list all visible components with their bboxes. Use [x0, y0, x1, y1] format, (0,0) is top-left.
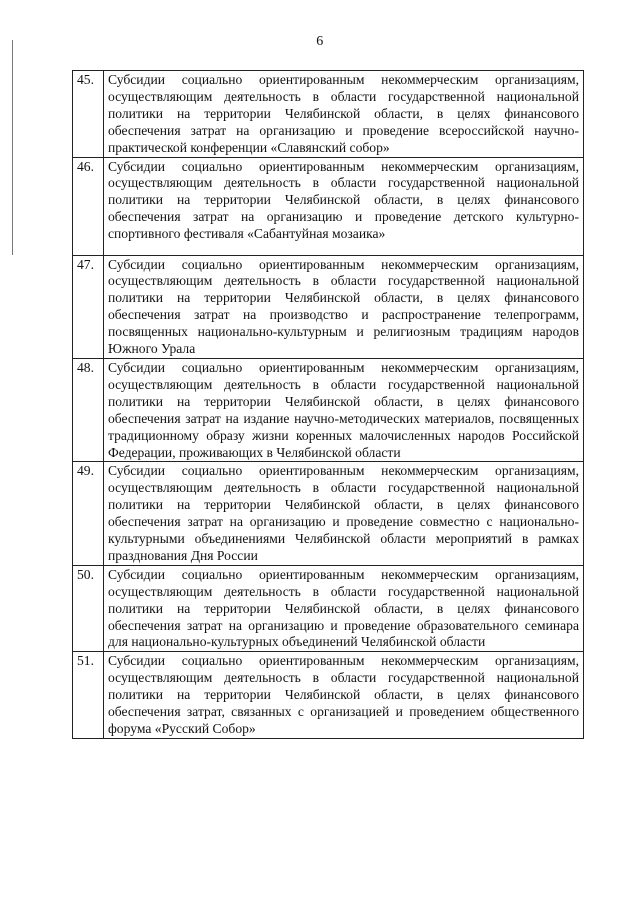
- entry-number: 50.: [73, 565, 104, 652]
- entry-number: 48.: [73, 358, 104, 461]
- table-row: [73, 358, 584, 461]
- margin-rule: [12, 40, 13, 255]
- table-row: [73, 157, 584, 255]
- entry-number: 45.: [73, 71, 104, 158]
- entry-text: Субсидии социально ориентированным некоммерческим организациям, осуществляющим деятельность в области государственной национальной политики на территории Челябинской области, в целях финансового обеспечения затрат на организацию и проведение образовательного семинара для национально-культурных объединений Челябинской области: [104, 565, 584, 652]
- table-row: [73, 255, 584, 358]
- entry-number: 49.: [73, 462, 104, 565]
- entry-text: Субсидии социально ориентированным некоммерческим организациям, осуществляющим деятельность в области государственной национальной политики на территории Челябинской области, в целях финансового обеспечения затрат на организацию и проведение совместно с национально-культурными объединениями Челябинской области мероприятий в рамках празднования Дня России: [104, 462, 584, 565]
- table-row: [73, 565, 584, 652]
- entry-text: Субсидии социально ориентированным некоммерческим организациям, осуществляющим деятельность в области государственной национальной политики на территории Челябинской области, в целях финансового обеспечения затрат, связанных с организацией и проведением общественного форума «Русский Собор»: [104, 652, 584, 739]
- subsidies-table: [72, 70, 584, 739]
- entry-number: 51.: [73, 652, 104, 739]
- table-row: [73, 652, 584, 739]
- entry-text: Субсидии социально ориентированным некоммерческим организациям, осуществляющим деятельность в области государственной национальной политики на территории Челябинской области, в целях финансового обеспечения затрат на производство и распространение телепрограмм, посвященных национально-культурным и религиозным традициям народов Южного Урала: [104, 255, 584, 358]
- table-row: [73, 462, 584, 565]
- entry-text: Субсидии социально ориентированным некоммерческим организациям, осуществляющим деятельность в области государственной национальной политики на территории Челябинской области, в целях финансового обеспечения затрат на организацию и проведение всероссийской научно-практической конференции «Славянский собор»: [104, 71, 584, 158]
- table-row: [73, 71, 584, 158]
- entry-number: 47.: [73, 255, 104, 358]
- entry-text: Субсидии социально ориентированным некоммерческим организациям, осуществляющим деятельность в области государственной национальной политики на территории Челябинской области, в целях финансового обеспечения затрат на издание научно-методических материалов, посвященных традиционному образу жизни коренных малочисленных народов Российской Федерации, проживающих в Челябинской области: [104, 358, 584, 461]
- page-number: 6: [316, 34, 324, 49]
- entry-number: 46.: [73, 157, 104, 255]
- entry-text: Субсидии социально ориентированным некоммерческим организациям, осуществляющим деятельность в области государственной национальной политики на территории Челябинской области, в целях финансового обеспечения затрат на организацию и проведение детского культурно-спортивного фестиваля «Сабантуйная мозаика»: [104, 157, 584, 255]
